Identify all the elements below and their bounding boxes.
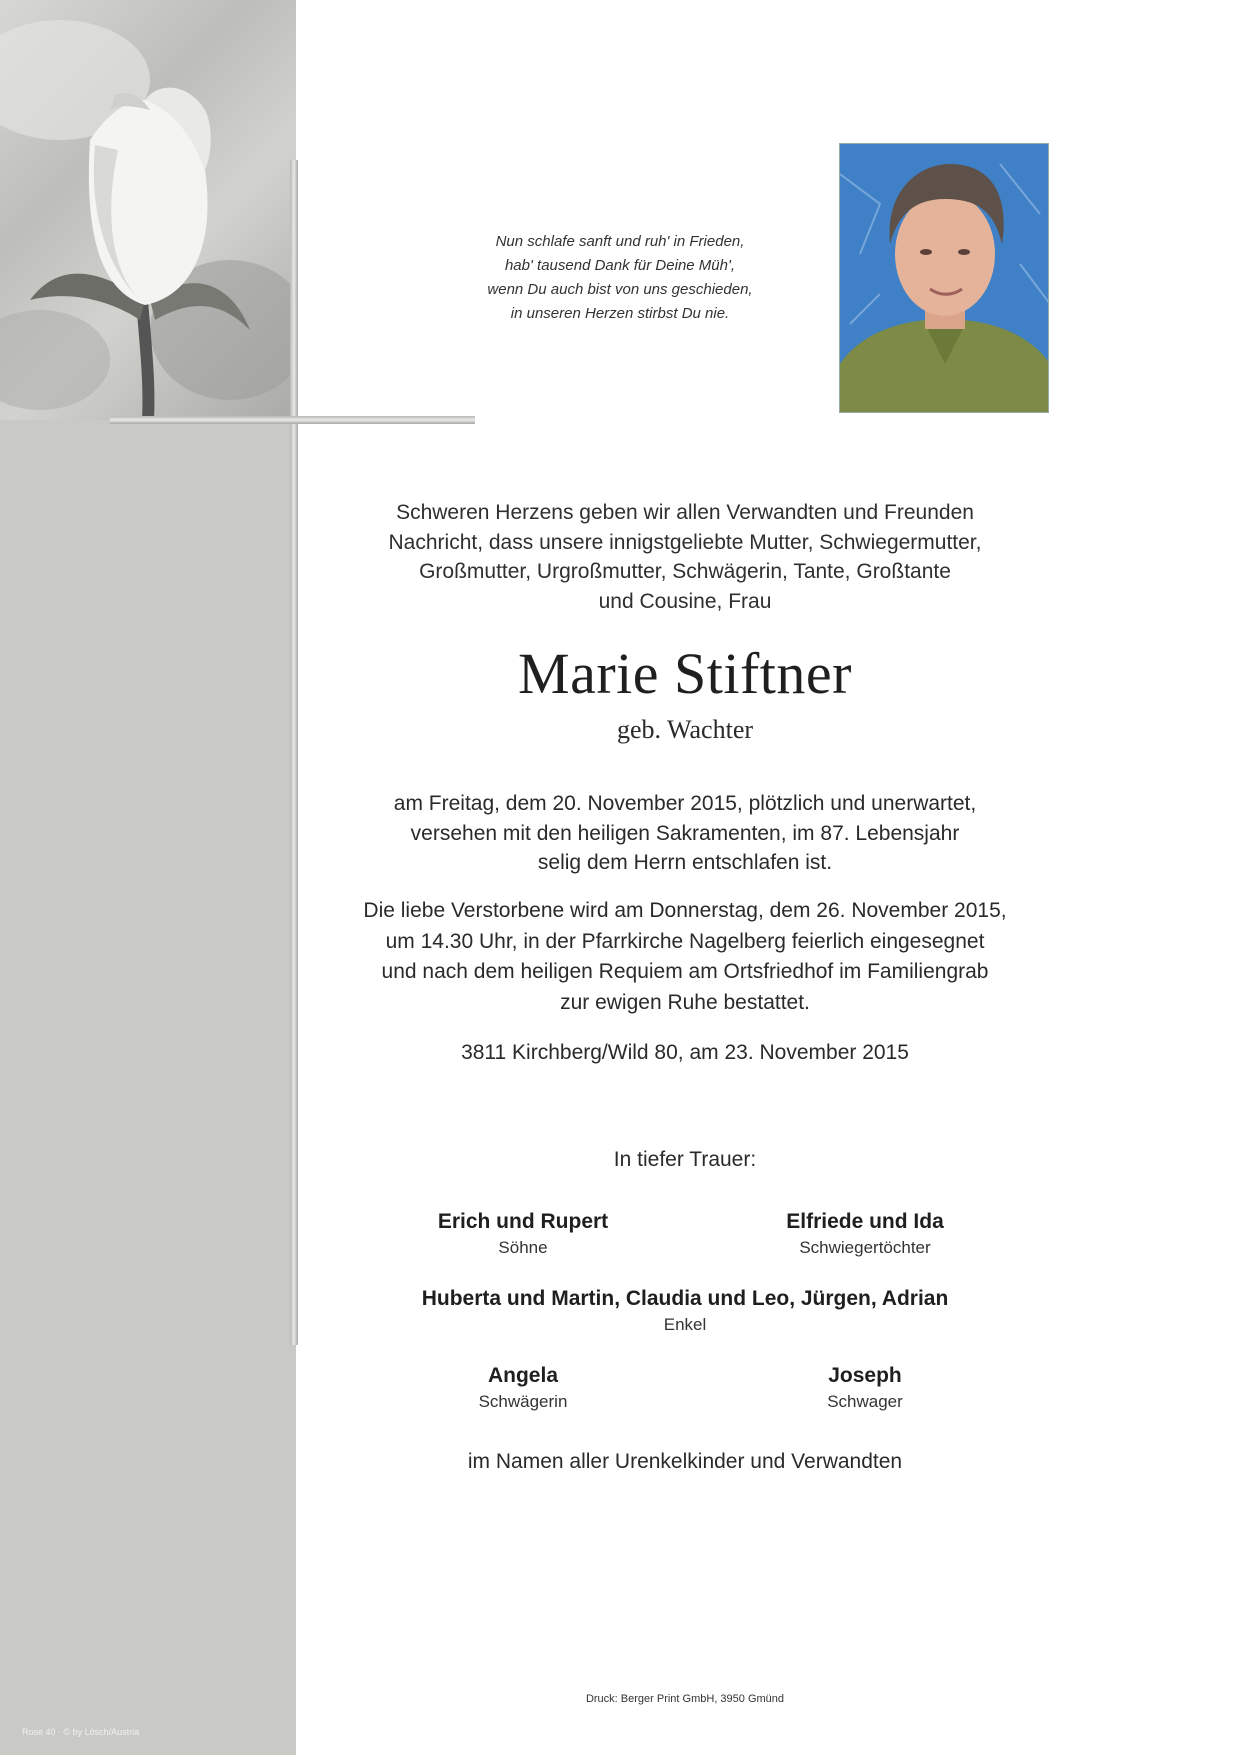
closing-line: im Namen aller Urenkelkinder und Verwandten: [467, 1450, 903, 1473]
mourner-role: Enkel: [663, 1315, 707, 1334]
intro-line: Großmutter, Urgroßmutter, Schwägerin, Tante, Großtante: [419, 560, 951, 583]
intro-text: [320, 498, 1050, 616]
cross-horizontal-bar: [110, 416, 475, 424]
funeral-line: Die liebe Verstorbene wird am Donnerstag, dem 26. November 2015,: [363, 899, 1007, 922]
mourner-sister-in-law: [343, 1364, 703, 1412]
mourner-role: Schwägerin: [478, 1392, 568, 1411]
death-text: [320, 789, 1050, 878]
maiden-name: geb. Wachter: [616, 715, 754, 744]
mourner-sons: [343, 1210, 703, 1258]
poem-line: in unseren Herzen stirbst Du nie.: [510, 305, 730, 322]
poem-line: wenn Du auch bist von uns geschieden,: [487, 281, 753, 298]
portrait-photo: [839, 143, 1049, 413]
funeral-line: zur ewigen Ruhe bestattet.: [560, 990, 810, 1014]
printer-credit: Druck: Berger Print GmbH, 3950 Gmünd: [585, 1693, 785, 1705]
intro-line: und Cousine, Frau: [598, 589, 772, 613]
mourner-name: Joseph: [828, 1364, 902, 1387]
mourner-role: Söhne: [498, 1238, 548, 1257]
mourning-intro: In tiefer Trauer:: [613, 1148, 757, 1171]
mourner-name: Angela: [487, 1364, 558, 1387]
mourner-name: Elfriede und Ida: [786, 1210, 944, 1233]
mourner-grandchildren: [320, 1287, 1050, 1335]
poem-line: hab' tausend Dank für Deine Müh',: [504, 257, 736, 274]
death-line: versehen mit den heiligen Sakramenten, im 87. Lebensjahr: [410, 821, 960, 845]
poem-line: Nun schlafe sanft und ruh' in Frieden,: [495, 233, 745, 250]
death-line: selig dem Herrn entschlafen ist.: [537, 851, 833, 874]
mourner-name: Huberta und Martin, Claudia und Leo, Jürgen, Adrian: [421, 1287, 949, 1310]
rose-image: [0, 0, 296, 420]
mourner-daughters-in-law: [685, 1210, 1045, 1258]
poem: [430, 230, 810, 326]
mourner-name: Erich und Rupert: [437, 1210, 609, 1233]
mourner-role: Schwager: [827, 1392, 903, 1411]
cross-vertical-bar: [290, 160, 298, 1345]
mourner-brother-in-law: [685, 1364, 1045, 1412]
intro-line: Schweren Herzens geben wir allen Verwandten und Freunden: [396, 501, 974, 524]
funeral-text: [320, 896, 1050, 1018]
funeral-line: um 14.30 Uhr, in der Pfarrkirche Nagelberg feierlich eingesegnet: [385, 929, 985, 953]
death-line: am Freitag, dem 20. November 2015, plötzlich und unerwartet,: [393, 792, 977, 815]
funeral-line: und nach dem heiligen Requiem am Ortsfriedhof im Familiengrab: [381, 960, 989, 983]
deceased-name: Marie Stiftner: [518, 641, 852, 706]
intro-line: Nachricht, dass unsere innigstgeliebte Mutter, Schwiegermutter,: [388, 530, 982, 554]
mourner-role: Schwiegertöchter: [799, 1238, 931, 1257]
place-date: 3811 Kirchberg/Wild 80, am 23. November 2015: [461, 1041, 909, 1064]
card-credit: Rose 40 · © by Lösch/Austria: [22, 1727, 140, 1737]
